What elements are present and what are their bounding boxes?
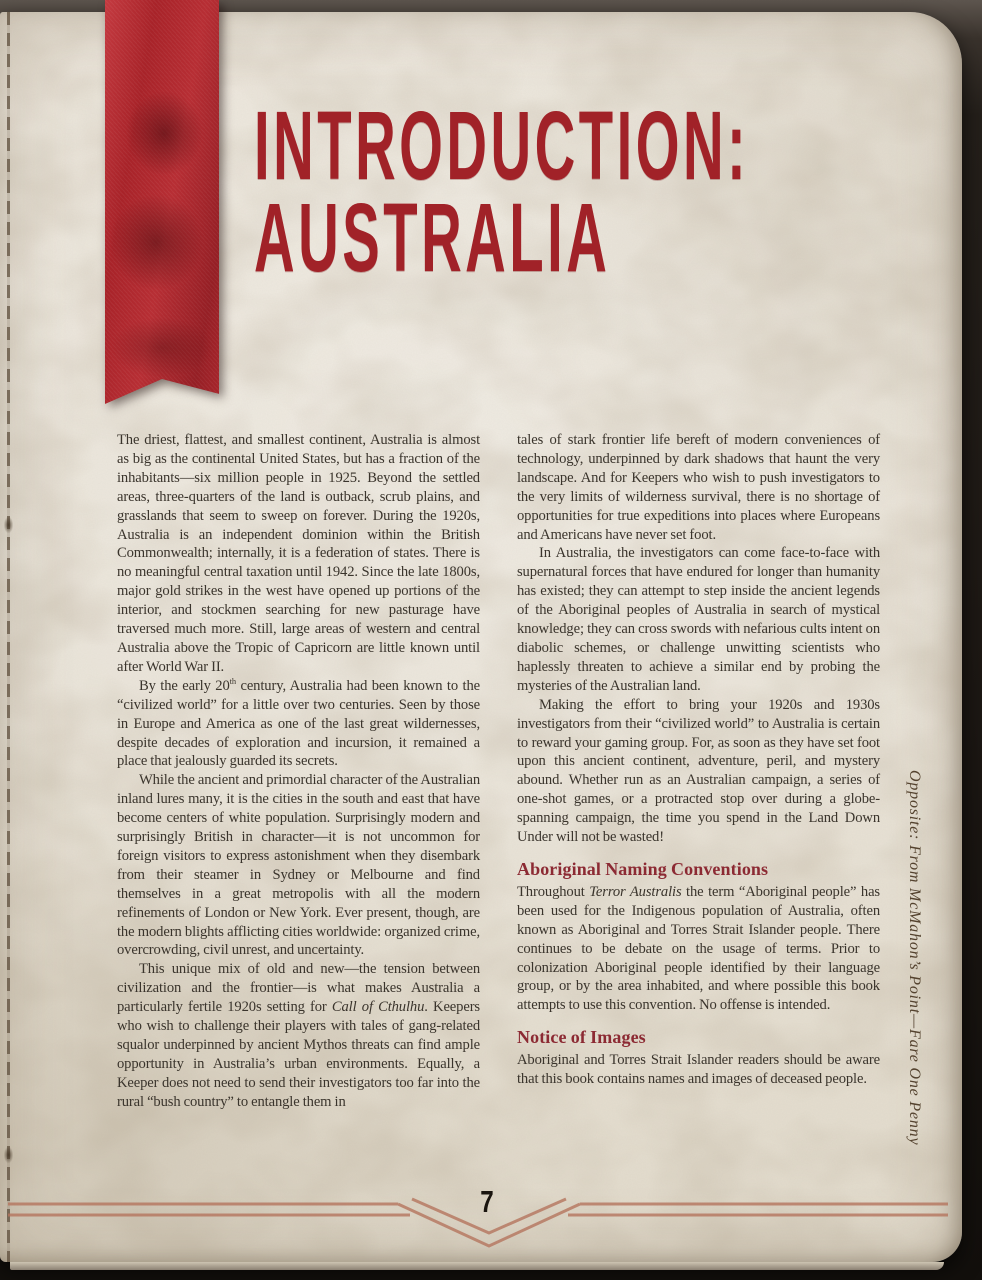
page xyxy=(0,12,962,1262)
section-heading: Notice of Images xyxy=(517,1027,646,1048)
paragraph: By the early 20th century, Australia had been known to the “civilized world” for a little over two centuries. Seen by those in Europe and America as one of the last great wildernesses, despite decades of exploration and incursion, it remained a place that jealously guarded its secrets. xyxy=(117,675,480,770)
paragraph: tales of stark frontier life bereft of modern conveniences of technology, underpinned by dark shadows that haunt the very landscape. And for Keepers who wish to push investigators to the very limits of wilderness survival, there is no shortage of opportunities for true expeditions into places where Europeans and Americans have never set foot. xyxy=(517,432,880,543)
binding-stitches xyxy=(7,12,10,1262)
paragraph: In Australia, the investigators can come face-to-face with supernatural forces that have endured for longer than humanity has existed; they can attempt to step inside the ancient legends of the Aboriginal peoples of Australia in search of mystical knowledge; they can cross swords with nefarious cults intent on diabolic schemes, or challenge unwitting scientists who haplessly threaten to achieve a similar end by probing the mysteries of the Australian land. xyxy=(517,545,880,694)
right-column xyxy=(517,431,880,1089)
paragraph: Aboriginal and Torres Strait Islander readers should be aware that this book contains names and images of deceased people. xyxy=(517,1052,880,1088)
paragraph: While the ancient and primordial character of the Australian inland lures many, it is the cities in the south and east that have become centers of white population. Surprisingly modern and surprisingly British in character—it is not uncommon for foreign visitors to express astonishment when they disembark from their steamer in Sydney or Melbourne and find themselves in a great metropolis with all the modern refinements of London or New York. Ever present, though, are the modern blights afflicting cities worldwide: organized crime, overcrowding, civil unrest, and uncertainty. xyxy=(117,772,480,959)
ribbon-bookmark xyxy=(105,0,219,404)
left-column xyxy=(117,431,480,1112)
paragraph: The driest, flattest, and smallest continent, Australia is almost as big as the continental United States, but has a fraction of the inhabitants—six million people in 1925. Beyond the settled areas, three-quarters of the land is outback, scrub plains, and grasslands that seem to sweep on forever. During the 1920s, Australia is an independent dominion within the British Commonwealth; internally, it is a federation of states. There is no meaningful central taxation until 1942. Since the late 1800s, major gold strikes in the west have opened up portions of the interior, and stockmen searching for new pasturage have traversed much more. Still, large areas of western and central Australia above the Tropic of Capricorn are little known until after World War II. xyxy=(117,432,480,675)
page-title-line1: INTRODUCTION: xyxy=(254,91,750,200)
paragraph: This unique mix of old and new—the tension between civilization and the frontier—is what makes Australia a particularly fertile 1920s setting for Call of Cthulhu. Keepers who wish to challenge their players with tales of gang-related squalor underpinned by ancient Mythos threats can find ample opportunity in Australia’s urban environments. Equally, a Keeper does not need to send their investigators too far into the rural “bush country” to entangle them in xyxy=(117,961,480,1110)
page-title-line2: AUSTRALIA xyxy=(254,183,611,292)
side-caption: Opposite: From McMahon’s Point—Fare One Penny xyxy=(906,770,923,1146)
paragraph: Throughout Terror Australis the term “Aboriginal people” has been used for the Indigenous population of Australia, often known as Aboriginal and Torres Strait Islander people. There continues to be debate on the usage of terms. Prior to colonization Aboriginal people identified by their language group, or by the area inhabited, and where possible this book attempts to use this convention. No offense is intended. xyxy=(517,883,880,1014)
section-heading: Aboriginal Naming Conventions xyxy=(517,858,769,879)
paragraph: Making the effort to bring your 1920s and 1930s investigators from their “civilized world” to Australia is certain to reward your gaming group. For, as soon as they have set foot upon this ancient continent, adventure, peril, and mystery abound. Whether run as an Australian campaign, a series of one-shot games, or a protracted stop over during a globe-spanning campaign, the time you spend in the Land Down Under will not be wasted! xyxy=(517,696,880,846)
ribbon-fabric xyxy=(105,0,219,404)
page-number: 7 xyxy=(480,1184,494,1219)
page-title xyxy=(254,91,982,292)
